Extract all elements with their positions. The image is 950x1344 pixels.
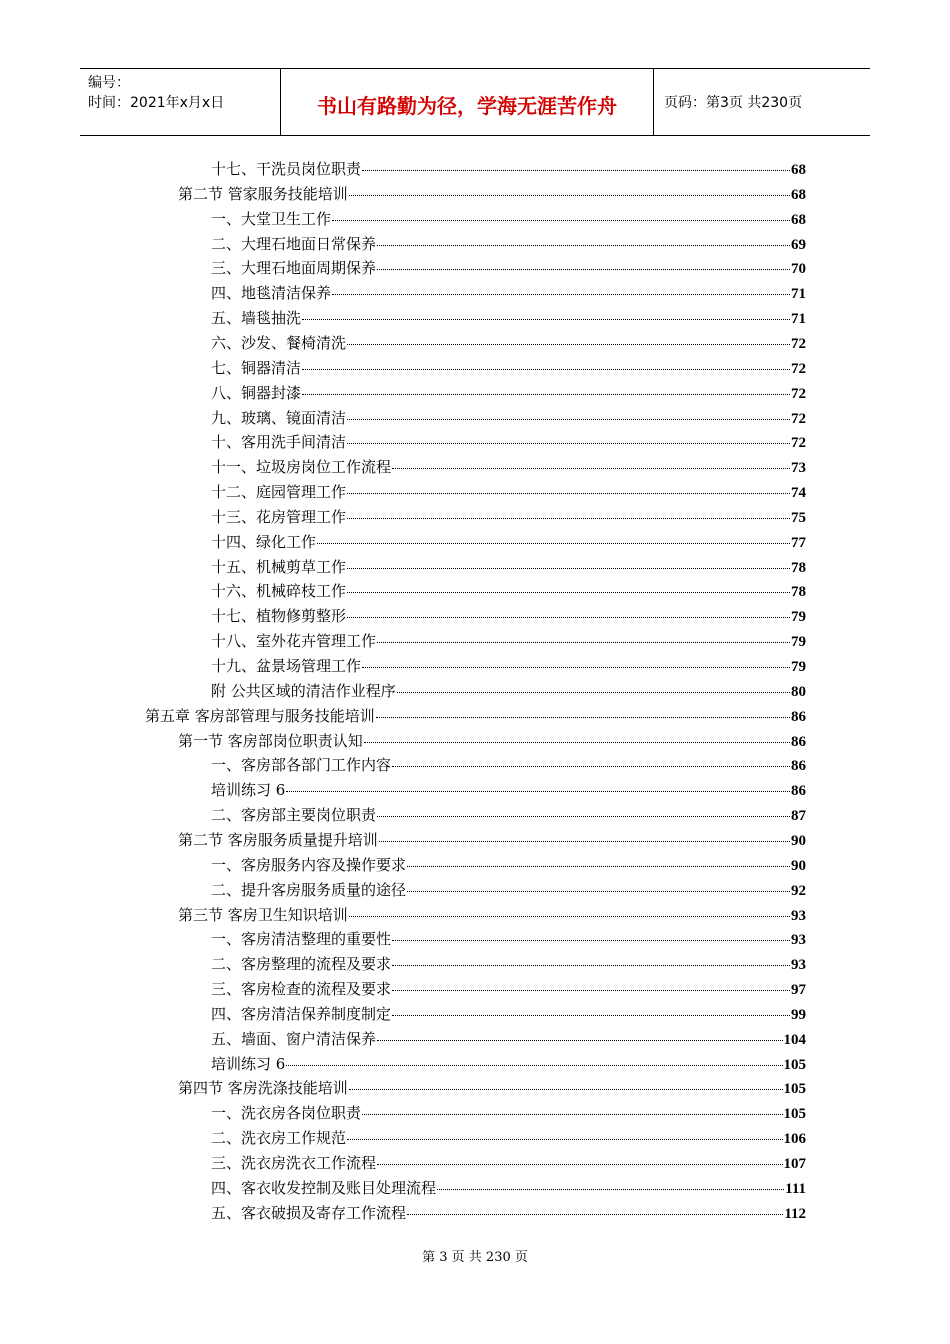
toc-entry-page: 71: [791, 311, 806, 327]
toc-entry-label: 四、客房清洁保养制度制定: [211, 1005, 392, 1023]
toc-entry-page: 72: [791, 435, 806, 451]
toc-leader-dots: [347, 506, 790, 519]
toc-entry-label: 九、玻璃、镜面清洁: [211, 409, 347, 427]
toc-entry-page: 70: [791, 261, 806, 277]
header-page-info: 页码：第3页 共230页: [664, 95, 803, 111]
toc-entry-page: 90: [791, 858, 806, 874]
toc-entry-label: 附 公共区域的清洁作业程序: [211, 682, 396, 700]
toc-entry[interactable]: [211, 804, 806, 828]
toc-leader-dots: [407, 854, 790, 867]
toc-entry-page: 79: [791, 634, 806, 650]
toc-entry-label: 二、大理石地面日常保养: [211, 235, 377, 253]
toc-entry-page: 72: [791, 336, 806, 352]
toc-leader-dots: [347, 556, 790, 569]
toc-leader-dots: [392, 754, 790, 767]
toc-entry-page: 75: [791, 510, 806, 526]
toc-entry-page: 86: [791, 783, 806, 799]
toc-leader-dots: [332, 282, 790, 295]
header-motto: 书山有路勤为径，学海无涯苦作舟: [281, 69, 654, 135]
toc-entry[interactable]: [211, 257, 806, 281]
toc-leader-dots: [392, 456, 790, 469]
toc-entry-page: 72: [791, 361, 806, 377]
toc-leader-dots: [377, 257, 790, 270]
toc-entry-label: 培训练习 6: [211, 781, 286, 799]
toc-entry-page: 86: [791, 734, 806, 750]
toc-entry-label: 四、客衣收发控制及账目处理流程: [211, 1179, 437, 1197]
toc-leader-dots: [302, 357, 790, 370]
toc-leader-dots: [317, 531, 790, 544]
toc-entry-label: 第五章 客房部管理与服务技能培训: [145, 707, 375, 725]
toc-entry-label: 十、客用洗手间清洁: [211, 433, 347, 451]
toc-entry-label: 五、墙面、窗户清洁保养: [211, 1030, 377, 1048]
toc-entry-label: 四、地毯清洁保养: [211, 284, 332, 302]
page-header: [80, 68, 870, 136]
toc-entry-label: 第三节 客房卫生知识培训: [178, 906, 348, 924]
toc-entry-page: 71: [791, 286, 806, 302]
toc-entry[interactable]: [211, 580, 806, 604]
toc-leader-dots: [379, 829, 790, 842]
page-footer: 第 3 页 共 230 页: [422, 1250, 528, 1265]
toc-entry-label: 一、客房部各部门工作内容: [211, 756, 392, 774]
toc-leader-dots: [392, 928, 790, 941]
number-label: 编号：: [88, 75, 130, 91]
toc-leader-dots: [392, 978, 790, 991]
toc-entry-page: 93: [791, 932, 806, 948]
toc-entry-page: 86: [791, 758, 806, 774]
toc-entry-page: 111: [785, 1181, 806, 1197]
toc-leader-dots: [347, 605, 790, 618]
toc-leader-dots: [377, 804, 790, 817]
toc-entry-label: 十九、盆景场管理工作: [211, 657, 362, 675]
toc-entry[interactable]: [211, 680, 806, 704]
toc-entry-label: 八、铜器封漆: [211, 384, 302, 402]
toc-entry[interactable]: [211, 1053, 806, 1077]
toc-entry[interactable]: [178, 904, 806, 928]
toc-entry-label: 二、客房整理的流程及要求: [211, 955, 392, 973]
toc-entry-label: 七、铜器清洁: [211, 359, 302, 377]
header-meta: [80, 69, 281, 135]
toc-entry-page: 104: [783, 1032, 806, 1048]
toc-entry[interactable]: [211, 630, 806, 654]
toc-entry-page: 112: [784, 1206, 806, 1222]
toc-leader-dots: [347, 431, 790, 444]
toc-entry-page: 68: [791, 212, 806, 228]
toc-entry-label: 六、沙发、餐椅清洗: [211, 334, 347, 352]
toc-entry[interactable]: [211, 1102, 806, 1126]
toc-entry[interactable]: [211, 208, 806, 232]
toc-entry-page: 72: [791, 411, 806, 427]
toc-leader-dots: [332, 208, 790, 221]
toc-entry-label: 十七、干洗员岗位职责: [211, 160, 362, 178]
toc-entry[interactable]: [211, 928, 806, 952]
toc-entry[interactable]: [211, 481, 806, 505]
toc-leader-dots: [377, 1152, 782, 1165]
toc-entry-page: 77: [791, 535, 806, 551]
toc-entry[interactable]: [178, 829, 806, 853]
toc-entry[interactable]: [211, 307, 806, 331]
toc-entry-page: 79: [791, 609, 806, 625]
toc-entry[interactable]: [211, 1127, 806, 1151]
toc-entry[interactable]: [211, 282, 806, 306]
toc-entry-label: 十五、机械剪草工作: [211, 558, 347, 576]
toc-entry-page: 93: [791, 908, 806, 924]
toc-entry-page: 79: [791, 659, 806, 675]
toc-entry-label: 五、客衣破损及寄存工作流程: [211, 1204, 407, 1222]
toc-entry[interactable]: [211, 506, 806, 530]
toc-entry-page: 72: [791, 386, 806, 402]
toc-entry[interactable]: [211, 605, 806, 629]
toc-entry-page: 90: [791, 833, 806, 849]
toc-entry[interactable]: [211, 456, 806, 480]
toc-entry-label: 一、客房服务内容及操作要求: [211, 856, 407, 874]
toc-leader-dots: [349, 183, 790, 196]
toc-entry-page: 68: [791, 187, 806, 203]
toc-entry[interactable]: [211, 1028, 806, 1052]
toc-entry[interactable]: [211, 357, 806, 381]
toc-entry-label: 二、客房部主要岗位职责: [211, 806, 377, 824]
toc-entry-label: 二、洗衣房工作规范: [211, 1129, 347, 1147]
toc-entry-label: 第二节 管家服务技能培训: [178, 185, 348, 203]
toc-entry[interactable]: [211, 382, 806, 406]
toc-entry-page: 74: [791, 485, 806, 501]
toc-entry-page: 97: [791, 982, 806, 998]
toc-leader-dots: [362, 1102, 782, 1115]
toc-leader-dots: [302, 307, 790, 320]
toc-entry-label: 十二、庭园管理工作: [211, 483, 347, 501]
toc-leader-dots: [364, 730, 790, 743]
toc-entry[interactable]: [211, 953, 806, 977]
toc-entry-label: 第一节 客房部岗位职责认知: [178, 732, 363, 750]
toc-leader-dots: [376, 705, 790, 718]
toc-leader-dots: [349, 904, 790, 917]
toc-entry[interactable]: [211, 1152, 806, 1176]
time-label: 时间：2021年x月x日: [88, 95, 225, 111]
toc-entry[interactable]: [211, 233, 806, 257]
toc-entry-page: 73: [791, 460, 806, 476]
toc-entry[interactable]: [178, 1077, 806, 1101]
toc-entry[interactable]: [211, 431, 806, 455]
toc-entry-page: 105: [783, 1081, 806, 1097]
toc-entry-page: 105: [783, 1057, 806, 1073]
toc-entry-label: 十六、机械碎枝工作: [211, 582, 347, 600]
toc-entry-label: 五、墙毯抽洗: [211, 309, 302, 327]
toc-leader-dots: [437, 1177, 784, 1190]
toc-entry-label: 一、客房清洁整理的重要性: [211, 930, 392, 948]
toc-entry[interactable]: [211, 1177, 806, 1201]
toc-leader-dots: [286, 779, 790, 792]
toc-leader-dots: [392, 1003, 790, 1016]
toc-entry[interactable]: [178, 183, 806, 207]
toc-entry-page: 105: [783, 1106, 806, 1122]
toc-entry-page: 78: [791, 584, 806, 600]
toc-leader-dots: [347, 407, 790, 420]
toc-entry-label: 培训练习 6: [211, 1055, 286, 1073]
toc-entry-page: 106: [783, 1131, 806, 1147]
toc-leader-dots: [362, 158, 790, 171]
toc-entry-page: 68: [791, 162, 806, 178]
toc-entry-page: 87: [791, 808, 806, 824]
toc-leader-dots: [397, 680, 790, 693]
toc-entry[interactable]: [211, 158, 806, 182]
toc-entry-page: 99: [791, 1007, 806, 1023]
toc-leader-dots: [349, 1077, 783, 1090]
toc-leader-dots: [392, 953, 790, 966]
toc-entry[interactable]: [145, 705, 806, 729]
toc-entry-label: 十三、花房管理工作: [211, 508, 347, 526]
toc-entry-page: 93: [791, 957, 806, 973]
toc-leader-dots: [407, 1202, 783, 1215]
toc-leader-dots: [286, 1053, 782, 1066]
toc-entry-label: 十八、室外花卉管理工作: [211, 632, 377, 650]
toc-leader-dots: [377, 1028, 782, 1041]
toc-entry[interactable]: [211, 531, 806, 555]
toc-entry-label: 一、洗衣房各岗位职责: [211, 1104, 362, 1122]
toc-entry-label: 一、大堂卫生工作: [211, 210, 332, 228]
toc-entry[interactable]: [211, 754, 806, 778]
toc-entry[interactable]: [211, 556, 806, 580]
toc-entry[interactable]: [211, 978, 806, 1002]
toc-entry-page: 86: [791, 709, 806, 725]
toc-leader-dots: [407, 879, 790, 892]
toc-entry-label: 三、客房检查的流程及要求: [211, 980, 392, 998]
toc-entry-label: 二、提升客房服务质量的途径: [211, 881, 407, 899]
toc-entry[interactable]: [211, 854, 806, 878]
toc-leader-dots: [347, 481, 790, 494]
toc-entry[interactable]: [211, 1202, 806, 1226]
toc-entry-label: 三、大理石地面周期保养: [211, 259, 377, 277]
toc-leader-dots: [377, 233, 790, 246]
toc-entry-label: 十一、垃圾房岗位工作流程: [211, 458, 392, 476]
toc-entry-page: 107: [783, 1156, 806, 1172]
toc-entry-page: 92: [791, 883, 806, 899]
toc-entry[interactable]: [211, 655, 806, 679]
toc-leader-dots: [302, 382, 790, 395]
toc-entry-label: 第二节 客房服务质量提升培训: [178, 831, 378, 849]
toc-entry-label: 三、洗衣房洗衣工作流程: [211, 1154, 377, 1172]
toc-leader-dots: [377, 630, 790, 643]
toc-entry-label: 第四节 客房洗涤技能培训: [178, 1079, 348, 1097]
toc-entry-label: 十四、绿化工作: [211, 533, 317, 551]
toc-leader-dots: [347, 1127, 782, 1140]
toc-entry[interactable]: [211, 407, 806, 431]
toc-entry[interactable]: [178, 730, 806, 754]
toc-entry[interactable]: [211, 879, 806, 903]
toc-leader-dots: [347, 580, 790, 593]
toc-leader-dots: [362, 655, 790, 668]
toc-entry-page: 78: [791, 560, 806, 576]
toc-entry-page: 69: [791, 237, 806, 253]
toc-entry[interactable]: [211, 332, 806, 356]
toc-entry-page: 80: [791, 684, 806, 700]
toc-entry[interactable]: [211, 1003, 806, 1027]
toc-leader-dots: [347, 332, 790, 345]
toc-entry[interactable]: [211, 779, 806, 803]
toc-entry-label: 十七、植物修剪整形: [211, 607, 347, 625]
